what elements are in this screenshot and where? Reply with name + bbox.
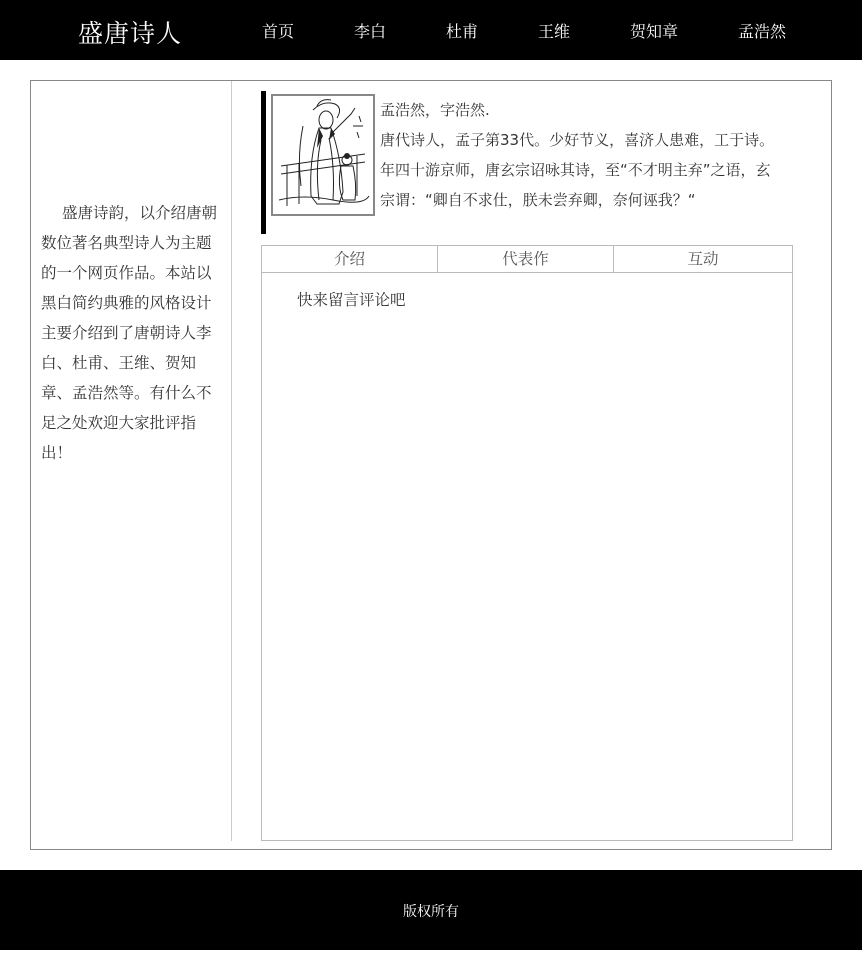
tab-panel [261, 245, 793, 841]
copyright-text: 版权所有 [403, 904, 459, 920]
comment-prompt: 快来留言评论吧 [297, 291, 406, 309]
nav-item-li-bai[interactable]: 李白 [354, 22, 387, 41]
site-footer [0, 870, 862, 950]
nav-item-wang-wei[interactable]: 王维 [538, 22, 571, 41]
site-header [0, 0, 862, 60]
poet-profile [261, 91, 793, 234]
tab-bar [262, 246, 792, 273]
site-title[interactable]: 盛唐诗人 [78, 19, 183, 48]
nav-item-he-zhizhang[interactable]: 贺知章 [630, 22, 679, 41]
profile-accent-bar [261, 91, 266, 234]
poet-bio [380, 95, 780, 215]
content-frame [30, 80, 832, 850]
site-intro: 盛唐诗韵，以介绍唐朝数位著名典型诗人为主题的一个网页作品。本站以黑白简约典雅的风格设计主要介绍到了唐朝诗人李白、杜甫、王维、贺知章、孟浩然等。有什么不足之处欢迎大家批评指出！ [41, 204, 218, 462]
sidebar [31, 81, 232, 841]
nav-item-home[interactable]: 首页 [262, 22, 295, 41]
nav-item-du-fu[interactable]: 杜甫 [446, 22, 479, 41]
tab-masterpieces[interactable]: 代表作 [437, 246, 613, 272]
poet-name-line: 孟浩然，字浩然. [380, 101, 490, 119]
poet-portrait-drawing [273, 96, 373, 214]
tab-interaction[interactable]: 互动 [613, 246, 792, 272]
tab-intro[interactable]: 介绍 [333, 250, 365, 268]
poet-bio-text: 唐代诗人，孟子第33代。少好节义，喜济人患难，工于诗。年四十游京师，唐玄宗诏咏其诗，至“不才明主弃”之语，玄宗谓：“卿自不求仕，朕未尝弃卿，奈何诬我？“ [380, 131, 775, 209]
poet-portrait [271, 94, 375, 216]
nav-item-meng-haoran[interactable]: 孟浩然 [738, 22, 787, 41]
main-nav [230, 0, 862, 60]
